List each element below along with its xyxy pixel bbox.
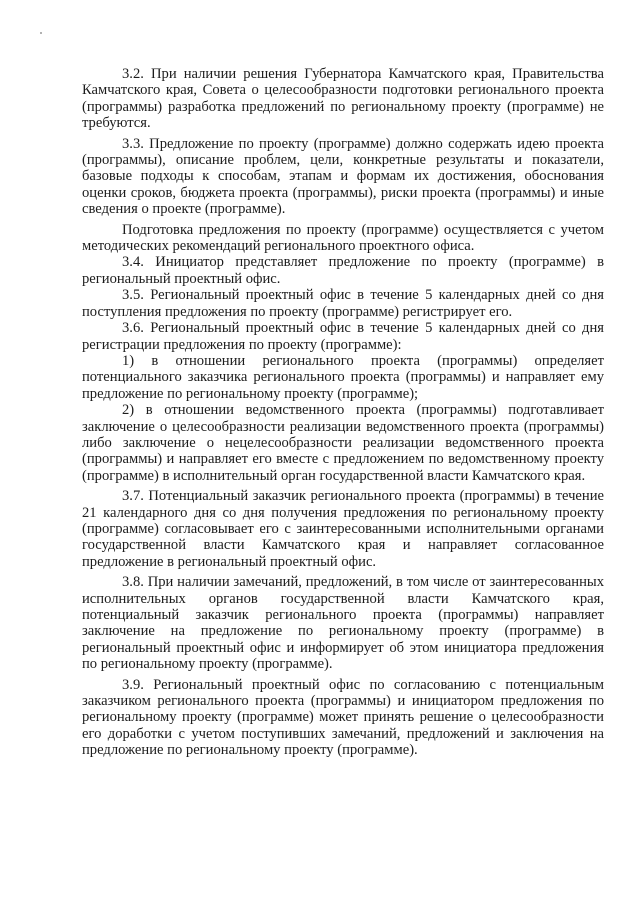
paragraph-3-4: 3.4. Инициатор представляет предложение по проекту (программе) в региональный проектный офис.	[82, 254, 604, 287]
paragraph-3-6: 3.6. Региональный проектный офис в течение 5 календарных дней со дня регистрации предложения по проекту (программе):	[82, 320, 604, 353]
paragraph-3-5: 3.5. Региональный проектный офис в течение 5 календарных дней со дня поступления предложения по проекту (программе) регистрирует его.	[82, 287, 604, 320]
paragraph-3-3: 3.3. Предложение по проекту (программе) должно содержать идею проекта (программы), описание проблем, цели, конкретные результаты и показатели, базовые подходы к способам, этапам и формам их достижения, обоснования оценки сроков, бюджета проекта (программы), риски проекта (программы) и иные сведения о проекте (программе).	[82, 135, 604, 218]
paragraph-3-2: 3.2. При наличии решения Губернатора Камчатского края, Правительства Камчатского края, Совета о целесообразности подготовки регионального проекта (программы) разработка предложений по региональному проекту (программе) не требуются.	[82, 66, 604, 132]
paragraph-preparation: Подготовка предложения по проекту (программе) осуществляется с учетом методических рекомендаций регионального проектного офиса.	[82, 221, 604, 255]
document-page	[82, 66, 604, 759]
paragraph-3-7: 3.7. Потенциальный заказчик регионального проекта (программы) в течение 21 календарного дня со дня получения предложения по региональному проекту (программе) согласовывает его с заинтересованными исполнительными органами государственной власти Камчатского края и направляет согласованное предложение в региональный проектный офис.	[82, 488, 604, 570]
paragraph-3-6-item-1: 1) в отношении регионального проекта (программы) определяет потенциального заказчика регионального проекта (программы) и направляет ему предложение по региональному проекту (программе);	[82, 352, 604, 402]
paragraph-3-8: 3.8. При наличии замечаний, предложений, в том числе от заинтересованных исполнительных органов государственной власти Камчатского края, потенциальный заказчик регионального проекта (программы) направляет заключение на предложение по региональному проекту (программе) в региональный проектный офис и информирует об этом инициатора предложения по региональному проекту (программе).	[82, 574, 604, 673]
paragraph-3-9: 3.9. Региональный проектный офис по согласованию с потенциальным заказчиком регионального проекта (программы) и инициатором предложения по региональному проекту (программе) может принять решение о целесообразности его доработки с учетом поступивших замечаний, предложений и заключения на предложение по региональному проекту (программе).	[82, 676, 604, 759]
paragraph-3-6-item-2: 2) в отношении ведомственного проекта (программы) подготавливает заключение о целесообразности реализации ведомственного проекта (программы) либо заключение о нецелесообразности реализации ведомственного проекта (программы) и направляет его вместе с предложением по ведомственному проекту (программе) в исполнительный орган государственной власти Камчатского края.	[82, 402, 604, 484]
scan-speck	[40, 32, 42, 34]
